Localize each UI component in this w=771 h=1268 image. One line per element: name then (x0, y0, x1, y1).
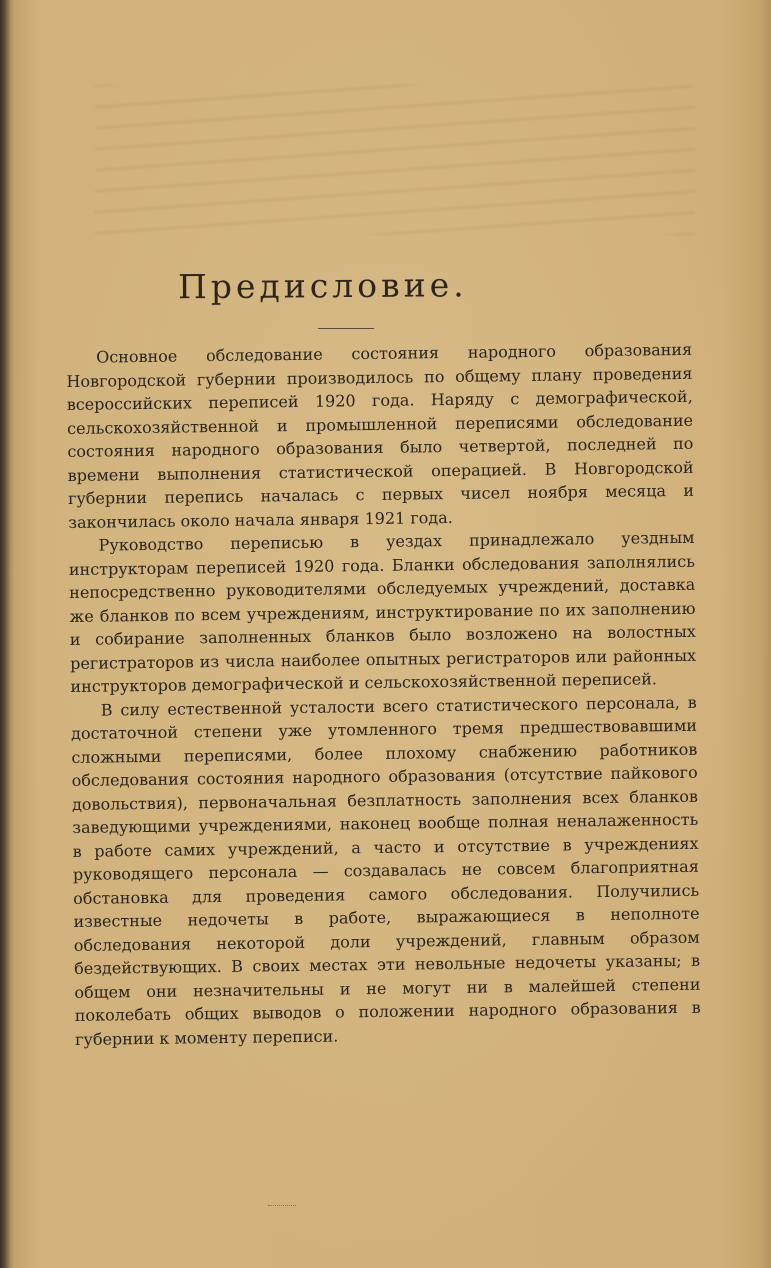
show-through-text (95, 85, 695, 235)
paragraph-1: Основное обследование состояния народного образования Новгородской губернии производилось по общему плану проведения всероссийских переписей 1920 года. Наряду с демографической, сельскохозяйственной и промышленной переписями обследование состояния народного образования было четвертой, последней по времени выполнения статистической операцией. В Новгородской губернии перепись началась с первых чисел ноября месяца и закончилась около начала января 1921 года. (66, 339, 695, 532)
page-title: Предисловие. (177, 265, 468, 307)
footer-mark (268, 1205, 296, 1206)
paragraph-2: Руководство переписью в уездах принадлежало уездным инструкторам переписей 1920 года. Бланки обследования заполнялись непосредственно руководителями обследуемых учреждений, доставка же бланков по всем учреждениям, инструктирование по их заполнению и собирание заполненных бланков было возложено на волостных регистраторов из числа наиболее опытных регистраторов или районных инструкторов демографической и сельскохозяйственной переписей. (68, 527, 697, 696)
body-text (66, 338, 701, 1051)
title-divider (318, 328, 374, 329)
binding-shadow (0, 0, 10, 1268)
paragraph-3: В силу естественной усталости всего статистического персонала, в достаточной степени уже утомленного тремя предшествовавшими сложными переписями, более плохому снабжению работников обследования состояния народного образования (отсутствие пайкового довольствия), первоначальная безплатность заполнения всех бланков заведующими учреждениями, наконец вообще полная неналаженность в работе самих учреждений, а часто и отсутствие в учреждениях руководящего персонала — создавалась не совсем благоприятная обстановка для проведения самого обследования. Получились известные недочеты в работе, выражающиеся в неполноте обследования некоторой доли учреждений, главным образом бездействующих. В своих местах эти невольные недочеты указаны; в общем они незначительны и не могут ни в малейшей степени поколебать общих выводов о положении народного образования в губернии к моменту переписи. (70, 692, 701, 1049)
